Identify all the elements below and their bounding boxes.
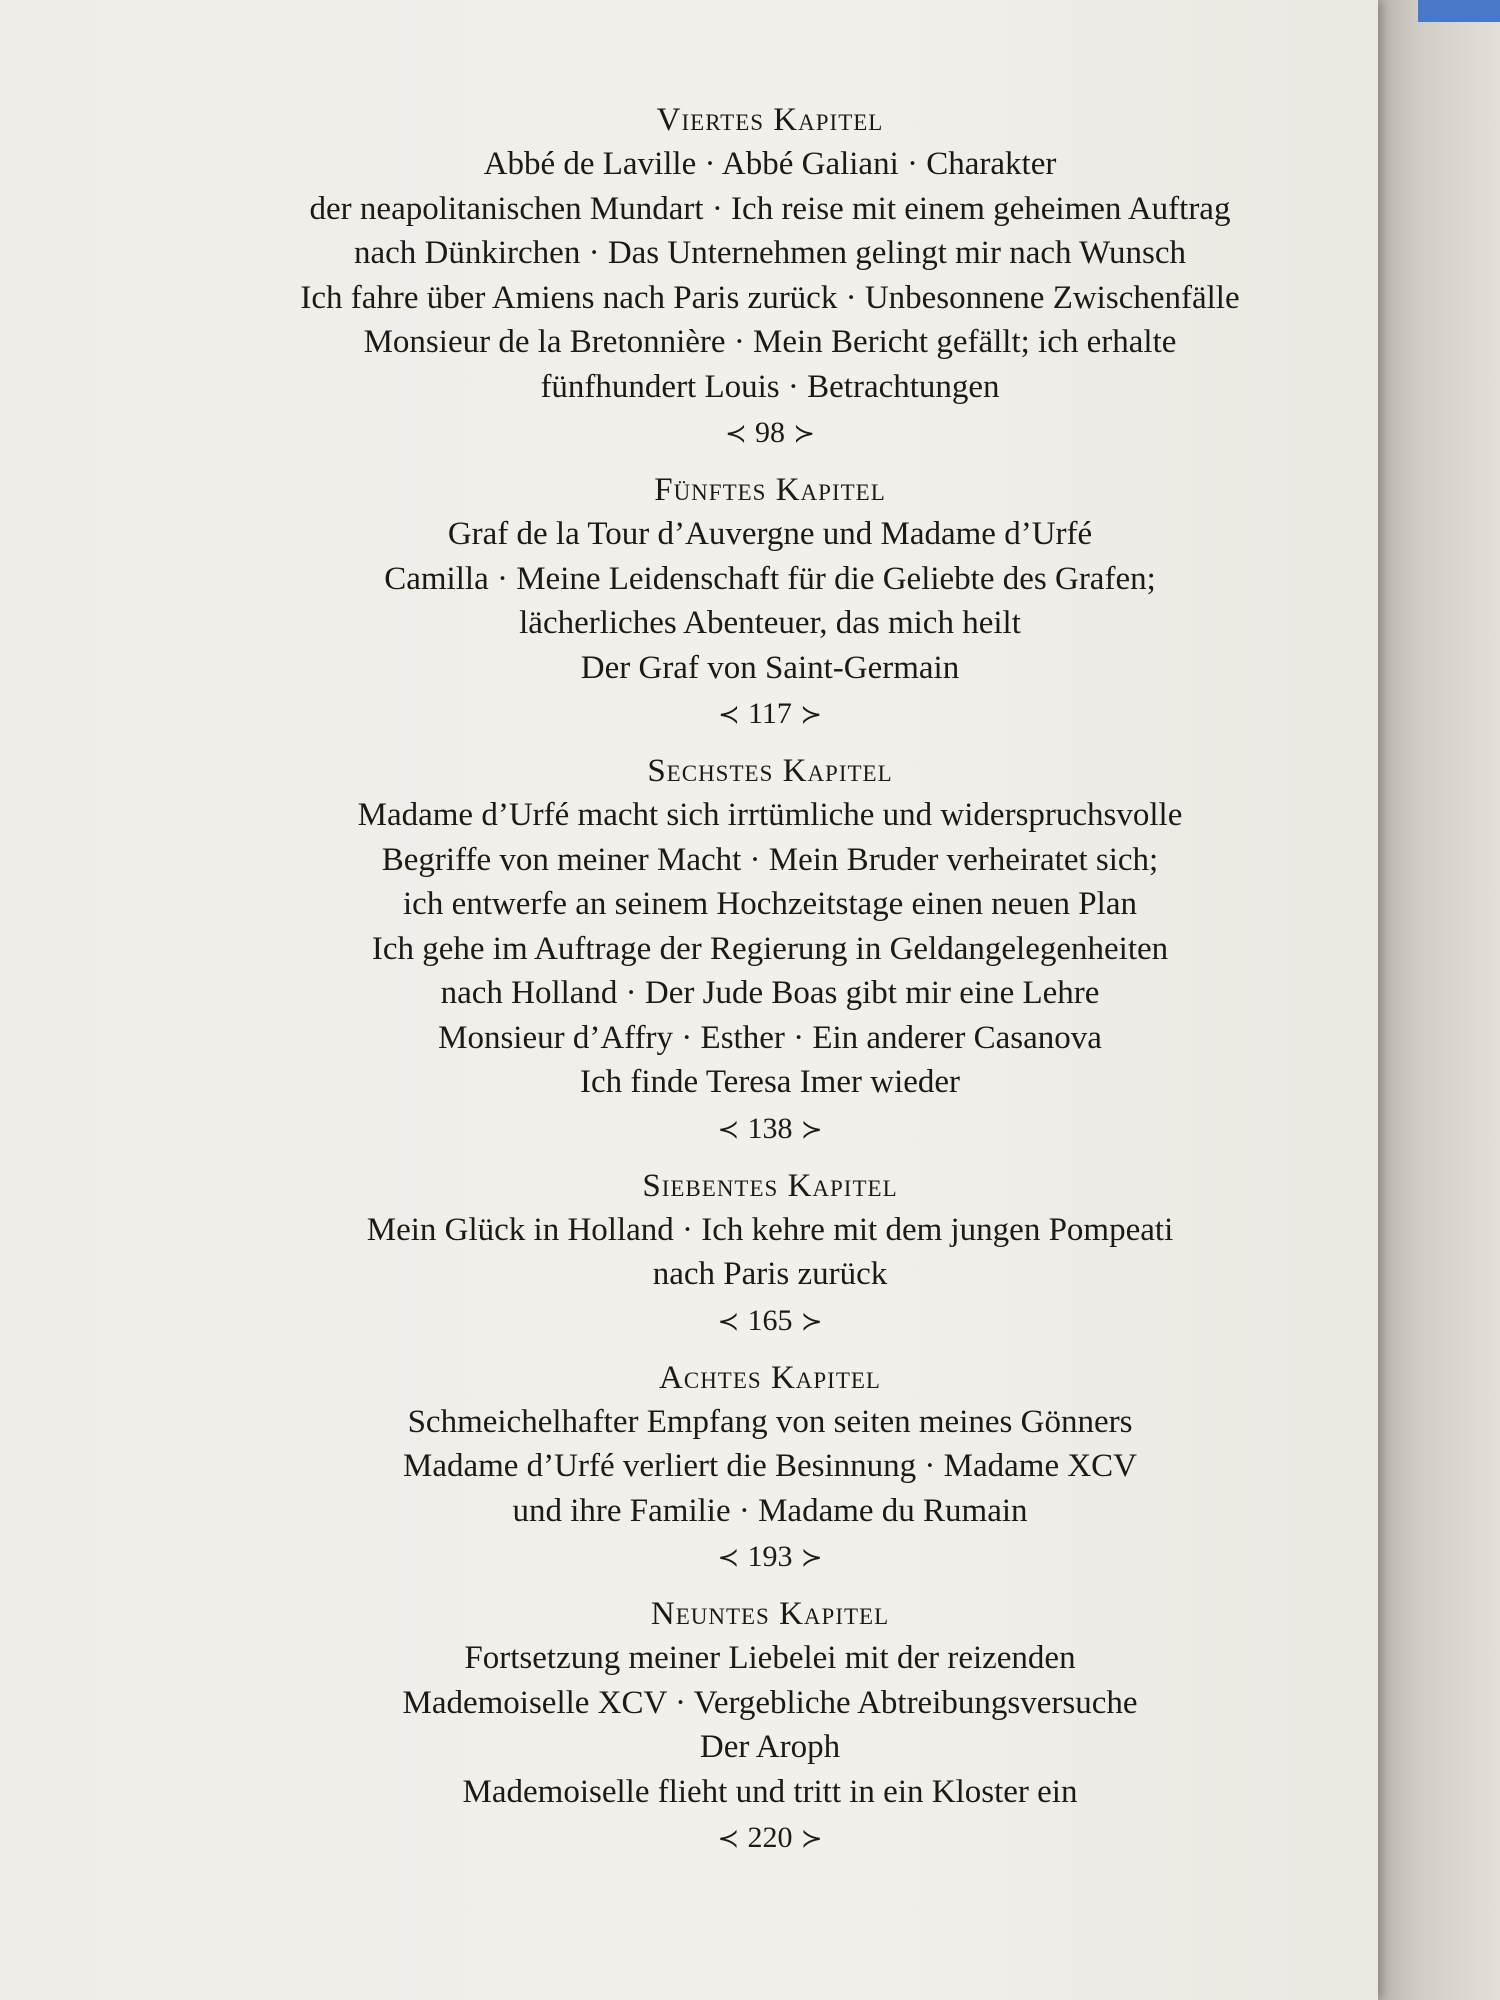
chapter-entry: [200, 1356, 1340, 1583]
chapter-summary-line: Graf de la Tour d’Auvergne und Madame d’Urfé: [447, 516, 1093, 552]
chapter-heading: Fünftes Kapitel: [654, 472, 886, 508]
table-of-contents: [200, 90, 1340, 1873]
ornament-left-icon: ≺: [724, 419, 755, 449]
chapter-summary-line: Ich gehe im Auftrage der Regierung in Geldangelegenheiten: [371, 930, 1169, 967]
chapter-entry: [200, 1592, 1340, 1863]
page-number-value: 165: [747, 1303, 793, 1337]
chapter-summary-line: Begriffe von meiner Macht · Mein Bruder verheiratet sich;: [381, 841, 1159, 878]
page-number-value: 98: [755, 416, 785, 449]
chapter-summary-line: Mademoiselle flieht und tritt in ein Kloster ein: [462, 1773, 1078, 1810]
chapter-entry: [200, 749, 1340, 1154]
chapter-heading: Neuntes Kapitel: [650, 1596, 890, 1632]
ornament-right-icon: ≻: [792, 1306, 823, 1337]
ornament-right-icon: ≻: [792, 1824, 823, 1854]
blue-tab-marker: [1418, 0, 1500, 22]
chapter-summary-line: Madame d’Urfé macht sich irrtümliche und widerspruchsvolle: [357, 797, 1183, 833]
chapter-summary-line: der neapolitanischen Mundart · Ich reise mit einem geheimen Auftrag: [309, 190, 1231, 227]
chapter-heading: Siebentes Kapitel: [642, 1167, 898, 1204]
page-edge: [1378, 0, 1500, 2000]
chapter-summary-line: Mademoiselle XCV · Vergebliche Abtreibungsversuche: [402, 1684, 1138, 1721]
chapter-summary-line: nach Dünkirchen · Das Unternehmen gelingt mir nach Wunsch: [354, 235, 1186, 271]
chapter-summary-line: Der Aroph: [699, 1729, 841, 1765]
ornament-left-icon: ≺: [717, 1824, 748, 1854]
ornament-left-icon: ≺: [717, 1543, 748, 1573]
ornament-left-icon: ≺: [717, 1114, 748, 1145]
chapter-summary-line: Monsieur d’Affry · Esther · Ein anderer Casanova: [438, 1019, 1102, 1056]
chapter-summary-line: Madame d’Urfé verliert die Besinnung · Madame XCV: [402, 1448, 1138, 1484]
page-number: [200, 690, 1340, 739]
ornament-left-icon: ≺: [717, 1306, 748, 1337]
chapter-summary-line: nach Holland · Der Jude Boas gibt mir eine Lehre: [440, 975, 1100, 1011]
page-number: [200, 1814, 1340, 1863]
chapter-entry: [200, 468, 1340, 739]
chapter-summary-line: ich entwerfe an seinem Hochzeitstage einen neuen Plan: [403, 886, 1137, 922]
ornament-right-icon: ≻: [792, 1114, 823, 1145]
chapter-summary-line: und ihre Familie · Madame du Rumain: [512, 1492, 1028, 1529]
chapter-heading: Sechstes Kapitel: [647, 753, 893, 789]
chapter-summary-line: fünfhundert Louis · Betrachtungen: [540, 368, 1000, 405]
chapter-summary-line: Monsieur de la Bretonnière · Mein Bericht gefällt; ich erhalte: [363, 324, 1177, 360]
chapter-summary-line: nach Paris zurück: [652, 1256, 888, 1292]
page-number-value: 220: [747, 1821, 793, 1854]
chapter-entry: [200, 1164, 1340, 1346]
chapter-summary-line: Ich fahre über Amiens nach Paris zurück · Unbesonnene Zwischenfälle: [300, 279, 1240, 316]
page-number-value: 117: [748, 697, 792, 730]
page-number-value: 138: [747, 1111, 793, 1145]
chapter-summary-line: lächerliches Abenteuer, das mich heilt: [519, 605, 1021, 641]
page-number: [200, 1105, 1340, 1154]
chapter-summary-line: Camilla · Meine Leidenschaft für die Geliebte des Grafen;: [384, 560, 1156, 597]
chapter-summary-line: Der Graf von Saint-Germain: [580, 649, 960, 686]
chapter-summary-line: Schmeichelhafter Empfang von seiten meines Gönners: [407, 1403, 1133, 1440]
page-number-value: 193: [747, 1540, 793, 1573]
chapter-heading: Viertes Kapitel: [656, 102, 884, 138]
page-number: [200, 1533, 1340, 1582]
page-number: [200, 409, 1340, 458]
ornament-right-icon: ≻: [791, 700, 822, 730]
chapter-summary-line: Ich finde Teresa Imer wieder: [579, 1064, 961, 1100]
chapter-summary-line: Abbé de Laville · Abbé Galiani · Charakter: [483, 146, 1057, 182]
chapter-entry: [200, 98, 1340, 458]
ornament-left-icon: ≺: [717, 700, 749, 730]
chapter-summary-line: Fortsetzung meiner Liebelei mit der reizenden: [464, 1640, 1076, 1676]
page-number: [200, 1297, 1340, 1346]
ornament-right-icon: ≻: [785, 419, 816, 449]
chapter-heading: Achtes Kapitel: [659, 1359, 881, 1396]
chapter-summary-line: Mein Glück in Holland · Ich kehre mit dem jungen Pompeati: [366, 1211, 1174, 1248]
ornament-right-icon: ≻: [792, 1543, 823, 1573]
